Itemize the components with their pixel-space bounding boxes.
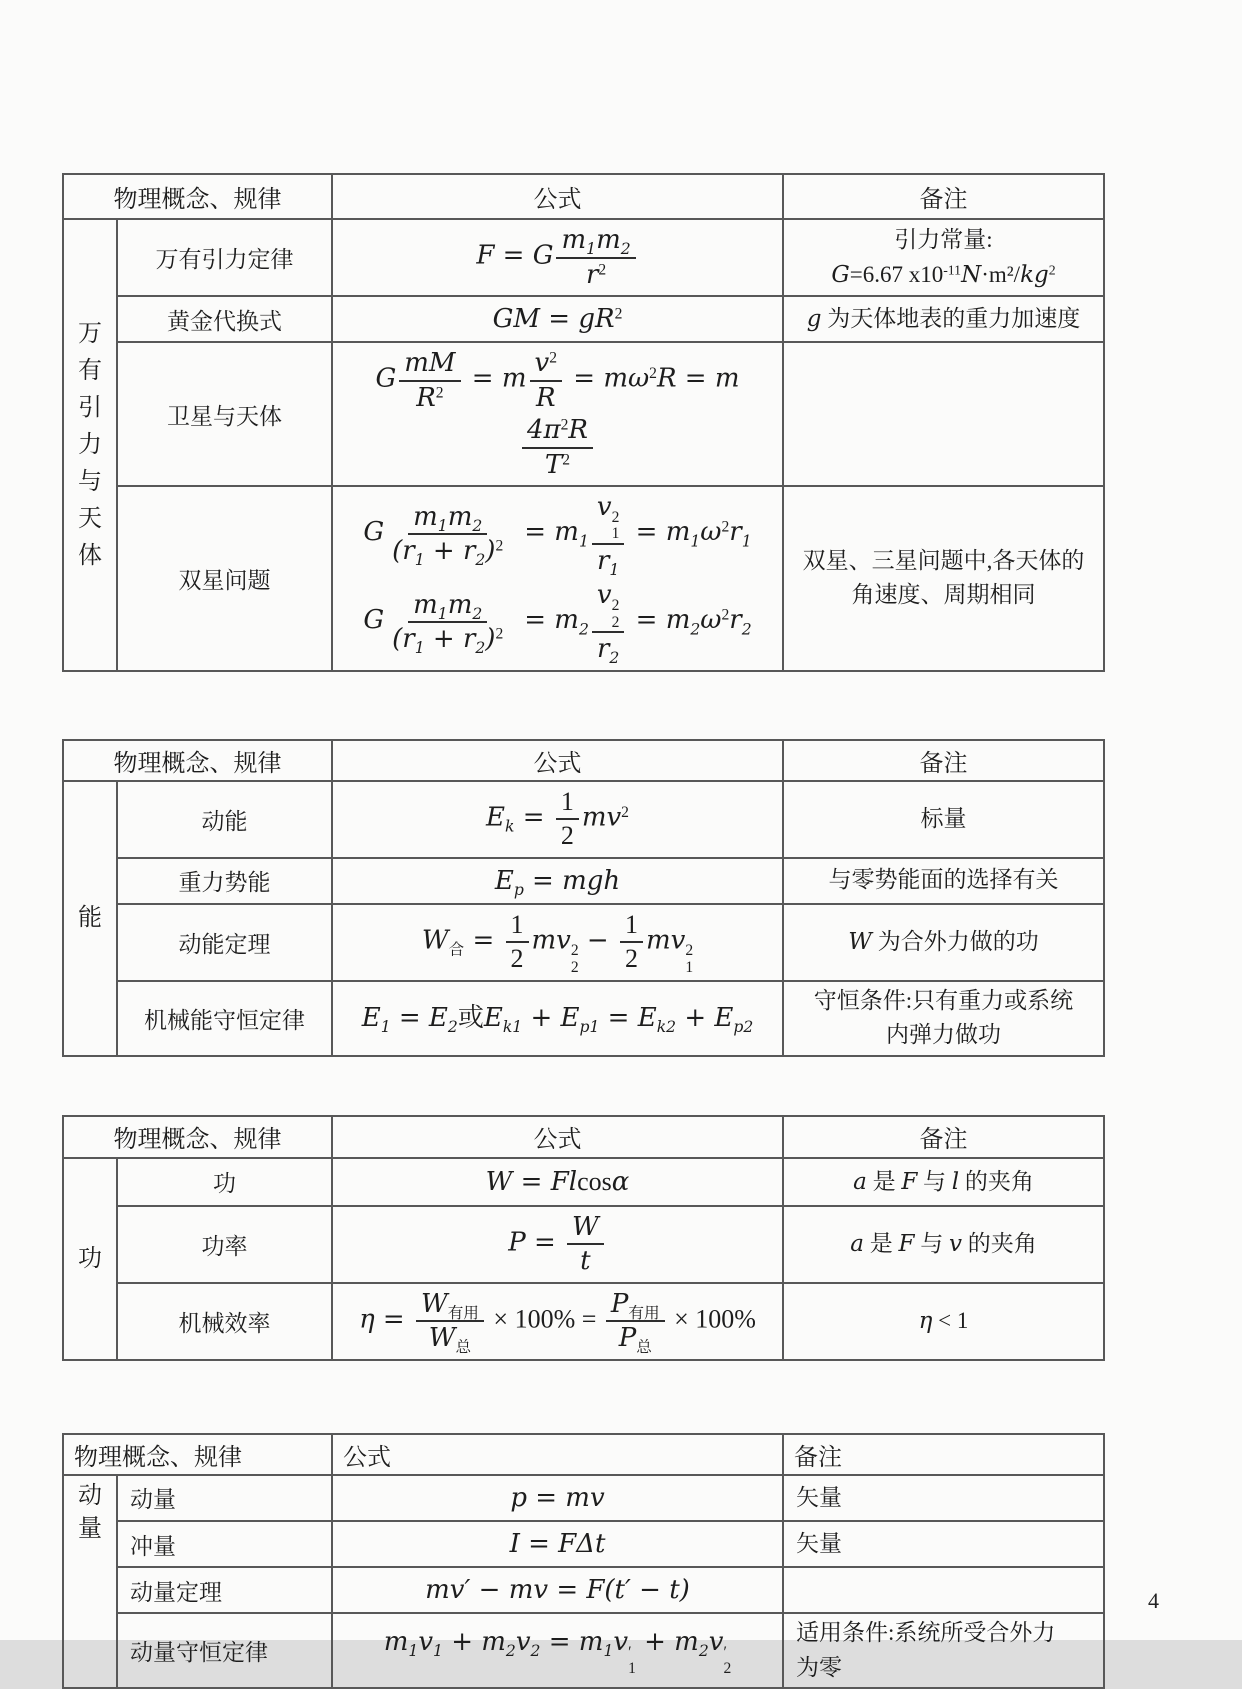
note-cell: 矢量 — [783, 1521, 1104, 1567]
note-cell: 标量 — [783, 781, 1104, 858]
concept-cell: 重力势能 — [117, 858, 332, 904]
header-row — [63, 1116, 1104, 1158]
table-section-gravitation — [62, 173, 1242, 672]
table-section-work — [62, 1115, 1242, 1361]
formula-cell: F = G $\frac{m_1m_2}{r^2}$ — [332, 219, 783, 296]
fraction: $\frac{m_1m_2}{(r_1 + r_2)^2}$ — [392, 501, 504, 570]
header-formula: 公式 — [332, 1116, 783, 1158]
table-row — [63, 1567, 1104, 1613]
formula-cell: $E_p$ = mgh — [332, 858, 783, 904]
table-momentum — [62, 1433, 1105, 1689]
concept-cell: 动量守恒定律 — [117, 1613, 332, 1688]
note-cell: g 为天体地表的重力加速度 — [783, 296, 1104, 342]
note-cell: 引力常量: G=6.67 $x10^{-11}N\cdot m^2/kg^2$ — [783, 219, 1104, 296]
table-row — [63, 904, 1104, 981]
note-cell: 矢量 — [783, 1475, 1104, 1521]
concept-cell: 黄金代换式 — [117, 296, 332, 342]
header-note: 备注 — [783, 740, 1104, 781]
fraction: $\frac{m_1m_2}{(r_1 + r_2)^2}$ — [392, 589, 504, 658]
concept-cell: 机械能守恒定律 — [117, 981, 332, 1056]
note-cell: a 是 F 与 v 的夹角 — [783, 1206, 1104, 1283]
concept-cell: 功 — [117, 1158, 332, 1206]
table-row — [63, 1475, 1104, 1521]
table-work — [62, 1115, 1105, 1361]
page-number: 4 — [1148, 1588, 1159, 1613]
table-energy — [62, 739, 1105, 1057]
formula-cell: $m_1v_1 + m_2v_2 = m_1v$ ′ 1 + $m_2v$ ′ 2 — [332, 1613, 783, 1688]
formula-cell: I = FΔt — [332, 1521, 783, 1567]
formula-cell: p = mv — [332, 1475, 783, 1521]
note-cell: 与零势能面的选择有关 — [783, 858, 1104, 904]
table-gravitation-celestial — [62, 173, 1105, 672]
concept-cell: 动量 — [117, 1475, 332, 1521]
concept-cell: 机械效率 — [117, 1283, 332, 1360]
note-cell: η < 1 — [783, 1283, 1104, 1360]
formula-cell: $E_k$ = $\frac{1}{2}$ $mv^2$ — [332, 781, 783, 858]
concept-cell: 卫星与天体 — [117, 342, 332, 486]
formula-cell: GM = $gR^2$ — [332, 296, 783, 342]
header-concept: 物理概念、规律 — [63, 740, 332, 781]
formula-cell: G $\frac{m_1m_2}{(r_1 + r_2)^2}$ = $m_1$ v 2 1 $r_1$ = $m_1\omega^2r_1$ G $\frac{m_1m_2}{(r_1 + r_2)^2}$ = $m_2$ v 2 2 $r_2$ = $m_2\omega^2r_2$ — [332, 486, 783, 670]
concept-cell: 动能 — [117, 781, 332, 858]
header-formula: 公式 — [332, 740, 783, 781]
table-section-momentum — [62, 1433, 1242, 1689]
fraction: $\frac{W}{t}$ — [567, 1211, 604, 1278]
formula-cell: P = $\frac{W}{t}$ — [332, 1206, 783, 1283]
header-concept: 物理概念、规律 — [63, 1434, 332, 1475]
table-row — [63, 1283, 1104, 1360]
header-note: 备注 — [783, 1434, 1104, 1475]
fraction: $\frac{1}{2}$ — [556, 786, 579, 853]
note-cell — [783, 342, 1104, 486]
group-label: 能 — [63, 781, 117, 1056]
fraction: $\frac{4\pi^2R}{T^2}$ — [522, 414, 593, 481]
note-cell: W 为合外力做的功 — [783, 904, 1104, 981]
note-cell: 双星、三星问题中,各天体的 角速度、周期相同 — [783, 486, 1104, 670]
fraction: $\frac{mM}{R^2}$ — [399, 347, 460, 414]
fraction: $\frac{P_{有用}}{P_总}$ — [606, 1288, 665, 1355]
table-row — [63, 781, 1104, 858]
table-row — [63, 858, 1104, 904]
header-note: 备注 — [783, 1116, 1104, 1158]
concept-cell: 双星问题 — [117, 486, 332, 670]
header-concept: 物理概念、规律 — [63, 1116, 332, 1158]
concept-cell: 功率 — [117, 1206, 332, 1283]
table-row — [63, 342, 1104, 486]
note-cell — [783, 1567, 1104, 1613]
header-row — [63, 1434, 1104, 1475]
concept-cell: 万有引力定律 — [117, 219, 332, 296]
fraction: v 2 2 $r_2$ — [592, 579, 625, 665]
note-cell: 适用条件:系统所受合外力 为零 — [783, 1613, 1104, 1688]
header-concept: 物理概念、规律 — [63, 174, 332, 219]
table-row — [63, 981, 1104, 1056]
group-label: 动 量 — [63, 1475, 117, 1688]
concept-cell: 动量定理 — [117, 1567, 332, 1613]
formula-cell: η = $\frac{W_{有用}}{W_总}$ × 100% = $\frac{P_{有用}}{P_总}$ × 100% — [332, 1283, 783, 1360]
formula-cell: W = Flcosα — [332, 1158, 783, 1206]
formula-cell: $E_1 = E_2$或$E_{k1} + E_{p1} = E_{k2} + E_{p2}$ — [332, 981, 783, 1056]
group-label: 功 — [63, 1158, 117, 1360]
table-row — [63, 1521, 1104, 1567]
formula-cell: $W_合$ = $\frac{1}{2}$ mv 2 2 − $\frac{1}{2}$ mv 2 1 — [332, 904, 783, 981]
formula-cell: G $\frac{mM}{R^2}$ = m $\frac{v^2}{R}$ = $m\omega^2R = m$ $\frac{4\pi^2R}{T^2}$ — [332, 342, 783, 486]
fraction: $\frac{1}{2}$ — [506, 909, 529, 976]
note-cell: 守恒条件:只有重力或系统 内弹力做功 — [783, 981, 1104, 1056]
header-formula: 公式 — [332, 1434, 783, 1475]
concept-cell: 动能定理 — [117, 904, 332, 981]
table-row — [63, 1206, 1104, 1283]
table-row — [63, 296, 1104, 342]
fraction: $\frac{m_1m_2}{r^2}$ — [556, 224, 635, 291]
fraction: $\frac{W_{有用}}{W_总}$ — [416, 1288, 484, 1355]
group-label: 万 有 引 力 与 天 体 — [63, 219, 117, 671]
concept-cell: 冲量 — [117, 1521, 332, 1567]
formula-cell: mv′ − mv = F(t′ − t) — [332, 1567, 783, 1613]
header-note: 备注 — [783, 174, 1104, 219]
table-row — [63, 486, 1104, 670]
header-formula: 公式 — [332, 174, 783, 219]
fraction: $\frac{1}{2}$ — [620, 909, 643, 976]
table-row — [63, 1613, 1104, 1688]
note-cell: a 是 F 与 l 的夹角 — [783, 1158, 1104, 1206]
header-row — [63, 740, 1104, 781]
fraction: $\frac{v^2}{R}$ — [530, 347, 563, 414]
header-row — [63, 174, 1104, 219]
fraction: v 2 1 $r_1$ — [592, 491, 625, 577]
table-row — [63, 219, 1104, 296]
table-row — [63, 1158, 1104, 1206]
table-section-energy — [62, 739, 1242, 1057]
